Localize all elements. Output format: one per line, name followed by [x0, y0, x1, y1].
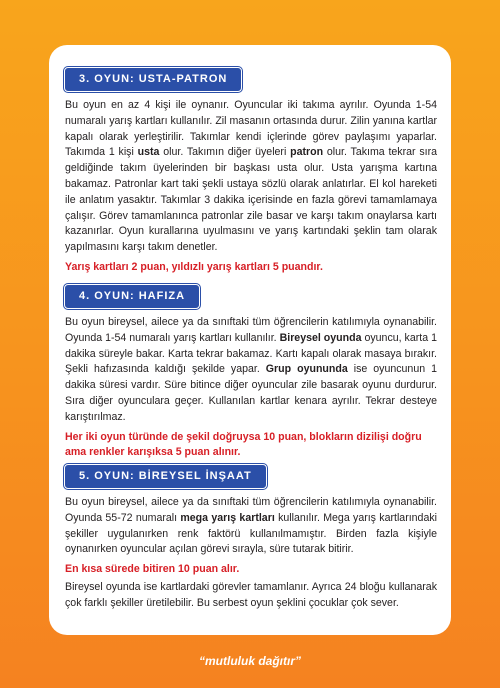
- section-heading: 3. OYUN: USTA-PATRON: [65, 68, 241, 91]
- section-hafiza: [65, 285, 437, 461]
- section-usta-patron: [65, 68, 437, 276]
- section-paragraph-extra: Bireysel oyunda ise kartlardaki görevler tamamlanır. Ayrıca 24 bloğu kullanarak çok farklı şekiller üretilebilir. Bu serbest oyun şeklini çocuklar çok sever.: [65, 580, 437, 609]
- scoring-note: Yarış kartları 2 puan, yıldızlı yarış kartları 5 puandır.: [65, 260, 323, 273]
- section-heading: 5. OYUN: BİREYSEL İNŞAAT: [65, 465, 266, 488]
- section-paragraph: Bu oyun bireysel, ailece ya da sınıftaki tüm öğrencilerin katılımıyla oynanabilir. Oyunda 1-54 numaralı yarış kartları kullanılır. Bireysel oyunda oyuncu, karta 1 dakika süreyle bakar. Karta tekrar bakamaz. Kartı kapalı olarak masaya bırakır. Şekli hafızasında kaldığı şekilde yapar. Grup oyununda ise oyuncunun 1 dakika süresi vardır. Süre bitince diğer oyuncular zile basarak oyunu durdurur. Sıra diğer oyunculara geçer. Kullanılan kartlar kenara ayrılır. Tekrar desteye karıştırılmaz.: [65, 316, 437, 423]
- section-paragraph: Bu oyun bireysel, ailece ya da sınıftaki tüm öğrencilerin katılımıyla oynanabilir. Oyunda 55-72 numaralı mega yarış kartları kullanılır. Mega yarış kartlarındaki şekiller uygulanırken renk faktörü kullanılmamıştır. Birden fazla kişiyle oynanırken oyuncular açılan görevi sırayla, süre tutarak bitirir.: [65, 496, 437, 556]
- footer-slogan: “mutluluk dağıtır”: [199, 654, 301, 668]
- scoring-note: Her iki oyun türünde de şekil doğruysa 10 puan, blokların dizilişi doğru ama renkler karışıksa 5 puan alınır.: [65, 430, 422, 459]
- section-bireysel-insaat: [65, 465, 437, 612]
- section-heading: 4. OYUN: HAFIZA: [65, 285, 199, 308]
- scoring-note: En kısa sürede bitiren 10 puan alır.: [65, 563, 240, 576]
- section-paragraph: Bu oyun en az 4 kişi ile oynanır. Oyuncular iki takıma ayrılır. Oyunda 1-54 numaralı yarış kartları kullanılır. Zil masanın ortasında durur. Zilin yanına kartlar kapalı olarak yerleştirilir. Takımlar kendi içlerinde görev paylaşımı yaparlar. Takımda 1 kişi usta olur. Takımın diğer üyeleri patron olur. Takıma tekrar sıra geldiğinde takım üyelerinden bir başkası usta olur. Usta yarışma kartına bakamaz. Patronlar kart taki şekli ustaya sözlü olarak anlatırlar. El kol hareketi ile anlatım yasaktır. Takımlar 3 dakika içerisinde en fazla görevi tamamlamaya çalışır. Görev tamamlanınca patronlar zile basar ve karşı takım onaylarsa kartı kazanırlar. Oyun kurallarına uyulmasını ve yarış kartındaki şeklin tam olarak yapılmasını karşı takım denetler.: [65, 99, 438, 254]
